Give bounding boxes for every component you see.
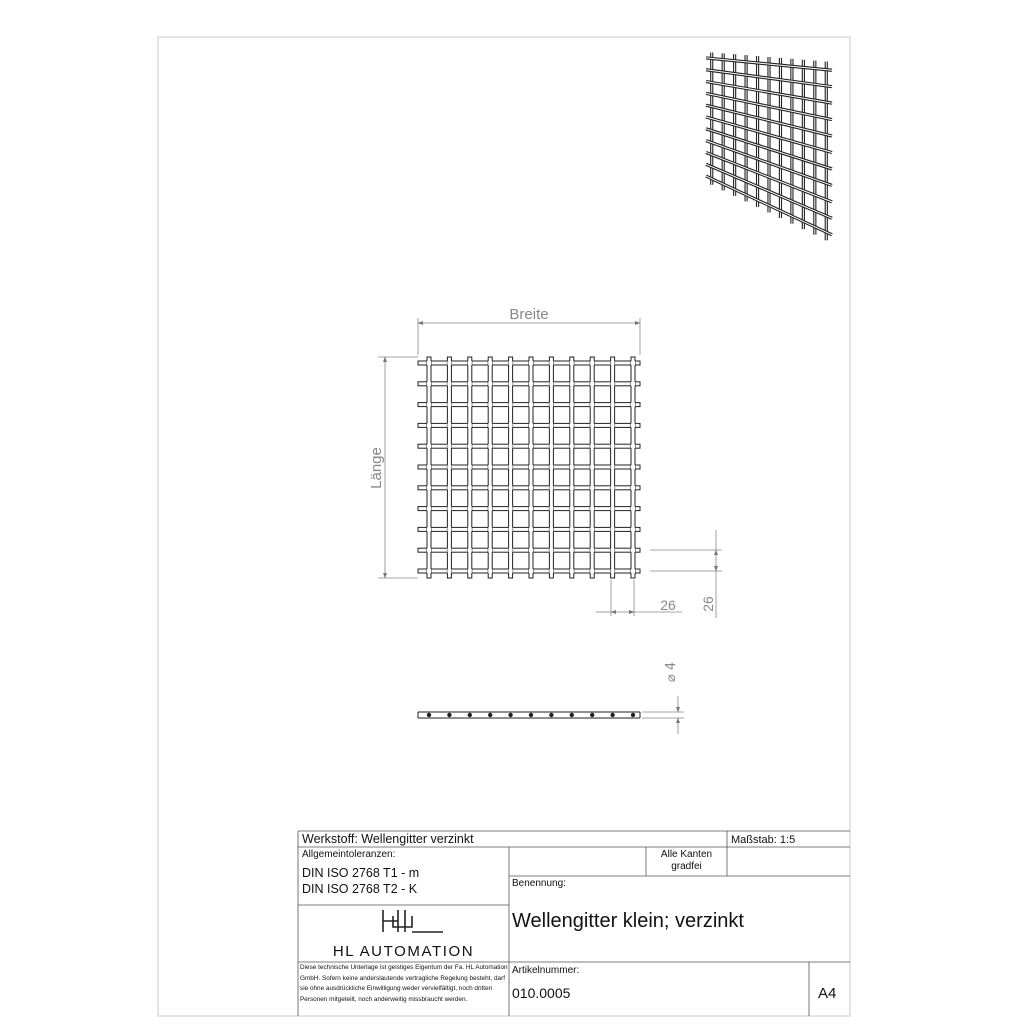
article-number: 010.0005 (512, 985, 571, 1001)
dimension-laenge (368, 357, 418, 578)
wire-crossing (611, 548, 615, 552)
wire-section (570, 713, 574, 717)
wire-section (590, 713, 594, 717)
wire-crossing (590, 507, 594, 511)
wire-crossing (611, 507, 615, 511)
material: Werkstoff: Wellengitter verzinkt (302, 832, 474, 846)
wire-section (508, 713, 512, 717)
wire-crossing (468, 382, 472, 386)
front-view-mesh (418, 357, 640, 578)
wire-crossing (570, 382, 574, 386)
wire-crossing (529, 382, 533, 386)
copyright-note: Diese technische Unterlage ist geistiges Eigentum der Fa. HL Automation GmbH. Sofern keine anderslautende vertragliche Regelung besteht, darf sie ohne ausdrückliche Einwilligung weder vervielfältigt, noch dritten Personen mitgeteilt, noch anderweitig missbraucht werden. (300, 964, 508, 1003)
wire-crossing (631, 423, 635, 427)
wire-section (549, 713, 553, 717)
wire-crossing (529, 403, 533, 407)
wire-crossing (447, 548, 451, 552)
wire-crossing (509, 569, 513, 573)
wire-crossing (631, 507, 635, 511)
wire-crossing (468, 465, 472, 469)
wire-crossing (570, 444, 574, 448)
wire-crossing (570, 403, 574, 407)
dimension-pitch-horizontal (596, 580, 682, 616)
wire-crossing (427, 486, 431, 490)
wire-crossing (427, 423, 431, 427)
wire-crossing (590, 403, 594, 407)
general-tolerances-label: Allgemeintoleranzen: (302, 849, 396, 860)
scale: Maßstab: 1:5 (731, 834, 796, 846)
wire-crossing (611, 465, 615, 469)
wire-crossing (590, 486, 594, 490)
wire-crossing (529, 444, 533, 448)
wire-crossing (570, 548, 574, 552)
wire-section (427, 713, 431, 717)
wire-crossing (447, 507, 451, 511)
wire-crossing (468, 527, 472, 531)
wire-crossing (468, 486, 472, 490)
wire-crossing (468, 403, 472, 407)
wire-crossing (549, 423, 553, 427)
company-logo-icon (383, 910, 443, 932)
wire-crossing (529, 507, 533, 511)
wire-diameter-label: ⌀ 4 (664, 661, 679, 683)
wire-crossing (529, 486, 533, 490)
wire-crossing (447, 465, 451, 469)
wire-crossing (611, 423, 615, 427)
wire-crossing (509, 382, 513, 386)
wire-crossing (447, 569, 451, 573)
wire-section (610, 713, 614, 717)
wire-crossing (611, 569, 615, 573)
wire-crossing (427, 527, 431, 531)
edges-note-line1: Alle Kanten (660, 849, 713, 860)
wire-crossing (549, 569, 553, 573)
wire-crossing (590, 548, 594, 552)
wire-crossing (631, 548, 635, 552)
wire-crossing (631, 465, 635, 469)
wire-crossing (590, 444, 594, 448)
wire-crossing (549, 465, 553, 469)
wire-crossing (631, 569, 635, 573)
wire-crossing (468, 507, 472, 511)
wire-crossing (529, 465, 533, 469)
wire-crossing (509, 507, 513, 511)
wire-crossing (488, 548, 492, 552)
wire-crossing (427, 382, 431, 386)
wire-crossing (529, 527, 533, 531)
wire-section (488, 713, 492, 717)
wire-crossing (549, 548, 553, 552)
wire-crossing (570, 569, 574, 573)
wire-crossing (427, 465, 431, 469)
wire-crossing (509, 444, 513, 448)
wire-crossing (631, 382, 635, 386)
wire-crossing (447, 423, 451, 427)
wire-crossing (611, 486, 615, 490)
wire-crossing (488, 382, 492, 386)
wire-crossing (468, 423, 472, 427)
wire-crossing (611, 527, 615, 531)
article-number-label: Artikelnummer: (512, 965, 580, 976)
wire-crossing (509, 486, 513, 490)
wire-section (447, 713, 451, 717)
wire-crossing (529, 361, 533, 365)
wire-crossing (631, 361, 635, 365)
wire-crossing (611, 361, 615, 365)
wire-crossing (468, 361, 472, 365)
wire-crossing (529, 423, 533, 427)
wire-crossing (590, 569, 594, 573)
tolerance-1: DIN ISO 2768 T1 - m (302, 866, 420, 880)
wire-crossing (549, 527, 553, 531)
wire-crossing (488, 507, 492, 511)
wire-crossing (631, 403, 635, 407)
edges-note-line2: gradfei (671, 861, 702, 872)
wire-crossing (509, 548, 513, 552)
wire-crossing (570, 423, 574, 427)
wire-crossing (488, 527, 492, 531)
wire-crossing (468, 444, 472, 448)
wire-crossing (631, 486, 635, 490)
dimension-wire-diameter (642, 662, 684, 734)
wire-crossing (468, 548, 472, 552)
wire-crossing (549, 382, 553, 386)
wire-crossing (427, 361, 431, 365)
wire-crossing (447, 403, 451, 407)
wire-crossing (427, 569, 431, 573)
sheet-format: A4 (818, 985, 837, 1002)
wire-crossing (570, 527, 574, 531)
wire-crossing (590, 382, 594, 386)
wire-section (631, 713, 635, 717)
wire-crossing (447, 486, 451, 490)
wire-crossing (590, 423, 594, 427)
wire-crossing (549, 507, 553, 511)
wire-crossing (488, 423, 492, 427)
length-label: Länge (368, 447, 385, 489)
dimension-breite (418, 306, 640, 355)
wire-crossing (488, 403, 492, 407)
wire-crossing (611, 444, 615, 448)
wire-crossing (631, 527, 635, 531)
wire-crossing (549, 444, 553, 448)
wire-crossing (447, 382, 451, 386)
wire-crossing (570, 507, 574, 511)
wire-crossing (590, 465, 594, 469)
wire-crossing (509, 361, 513, 365)
wire-crossing (488, 361, 492, 365)
wire-crossing (590, 527, 594, 531)
wire-section (468, 713, 472, 717)
wire-crossing (488, 465, 492, 469)
wire-crossing (529, 548, 533, 552)
wire-crossing (570, 486, 574, 490)
wire-crossing (488, 569, 492, 573)
wire-crossing (509, 527, 513, 531)
wire-crossing (590, 361, 594, 365)
wire-crossing (509, 465, 513, 469)
wire-crossing (549, 486, 553, 490)
pitch-vertical-label: 26 (700, 596, 716, 612)
wire-crossing (570, 465, 574, 469)
wire-crossing (611, 403, 615, 407)
wire-crossing (447, 444, 451, 448)
pitch-horizontal-label: 26 (660, 597, 676, 613)
wire-crossing (427, 548, 431, 552)
designation: Wellengitter klein; verzinkt (512, 910, 744, 932)
wire-crossing (611, 382, 615, 386)
wire-crossing (570, 361, 574, 365)
designation-label: Benennung: (512, 878, 566, 889)
side-view-mesh (418, 712, 640, 718)
tolerance-2: DIN ISO 2768 T2 - K (302, 882, 418, 896)
width-label: Breite (509, 306, 549, 323)
wire-crossing (447, 361, 451, 365)
wire-section (529, 713, 533, 717)
wire-crossing (529, 569, 533, 573)
wire-crossing (549, 403, 553, 407)
wire-crossing (549, 361, 553, 365)
wire-crossing (427, 403, 431, 407)
company-name: HL AUTOMATION (332, 943, 475, 960)
wire-crossing (488, 444, 492, 448)
wire-crossing (427, 507, 431, 511)
isometric-view (706, 52, 832, 240)
wire-crossing (427, 444, 431, 448)
wire-crossing (488, 486, 492, 490)
wire-crossing (509, 423, 513, 427)
wire-crossing (509, 403, 513, 407)
wire-crossing (631, 444, 635, 448)
wire-crossing (468, 569, 472, 573)
wire-crossing (447, 527, 451, 531)
